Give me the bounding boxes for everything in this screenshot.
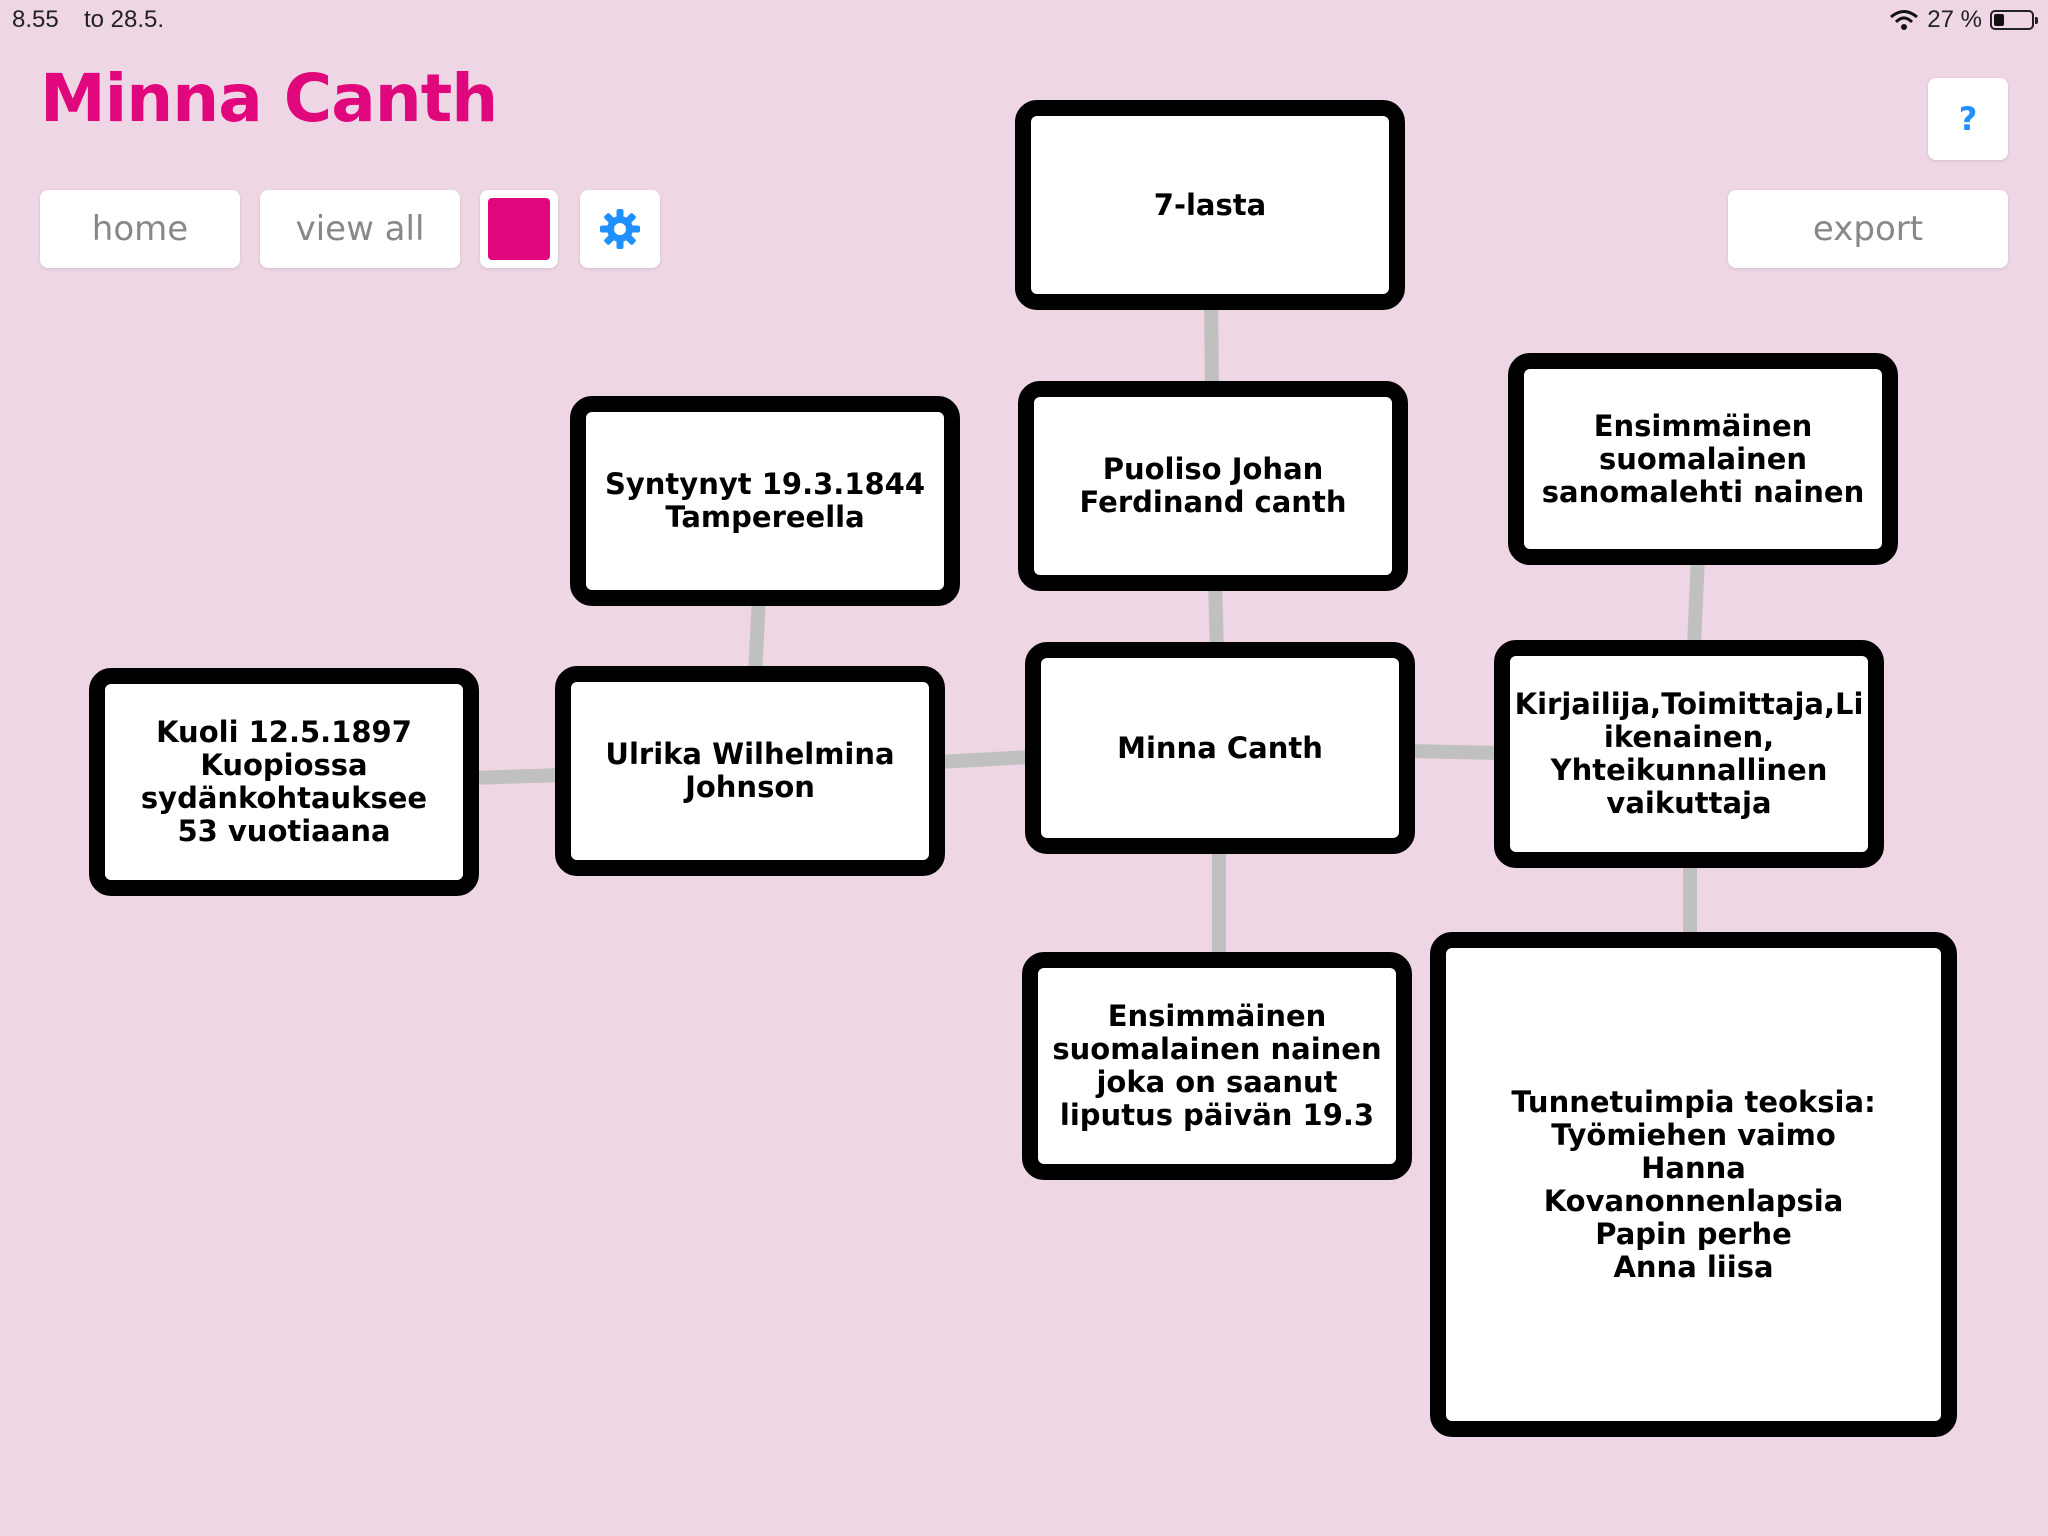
node-center[interactable]: Minna Canth [1025,642,1415,854]
status-date: to 28.5. [84,6,165,33]
node-works[interactable]: Tunnetuimpia teoksia: Työmiehen vaimo Hanna Kovanonnenlapsia Papin perhe Anna liisa [1430,932,1957,1437]
link-born-mother [755,596,759,675]
link-children-spouse [1211,300,1212,390]
page-title: Minna Canth [40,60,498,137]
export-button[interactable]: export [1728,190,2008,268]
node-profession[interactable]: Kirjailija,Toimittaja,Li ikenainen, Yhteikunnallinen vaikuttaja [1494,640,1884,868]
help-button[interactable]: ? [1928,78,2008,160]
battery-percent: 27 % [1927,6,1982,33]
node-born[interactable]: Syntynyt 19.3.1844 Tampereella [570,396,960,606]
view-all-button[interactable]: view all [260,190,460,268]
link-journalist-profession [1694,556,1698,646]
status-time: 8.55 [12,6,59,33]
node-first-journalist[interactable]: Ensimmäinen suomalainen sanomalehti nainen [1508,353,1898,565]
home-button[interactable]: home [40,190,240,268]
node-spouse[interactable]: Puoliso Johan Ferdinand canth [1018,381,1408,591]
link-mother-center [938,757,1030,762]
link-died-mother [470,775,564,778]
node-died[interactable]: Kuoli 12.5.1897 Kuopiossa sydänkohtauksee 53 vuotiaana [89,668,479,896]
node-mother[interactable]: Ulrika Wilhelmina Johnson [555,666,945,876]
node-flag-day[interactable]: Ensimmäinen suomalainen nainen joka on saanut liputus päivän 19.3 [1022,952,1412,1180]
link-center-profession [1410,751,1500,753]
node-children[interactable]: 7-lasta [1015,100,1405,310]
